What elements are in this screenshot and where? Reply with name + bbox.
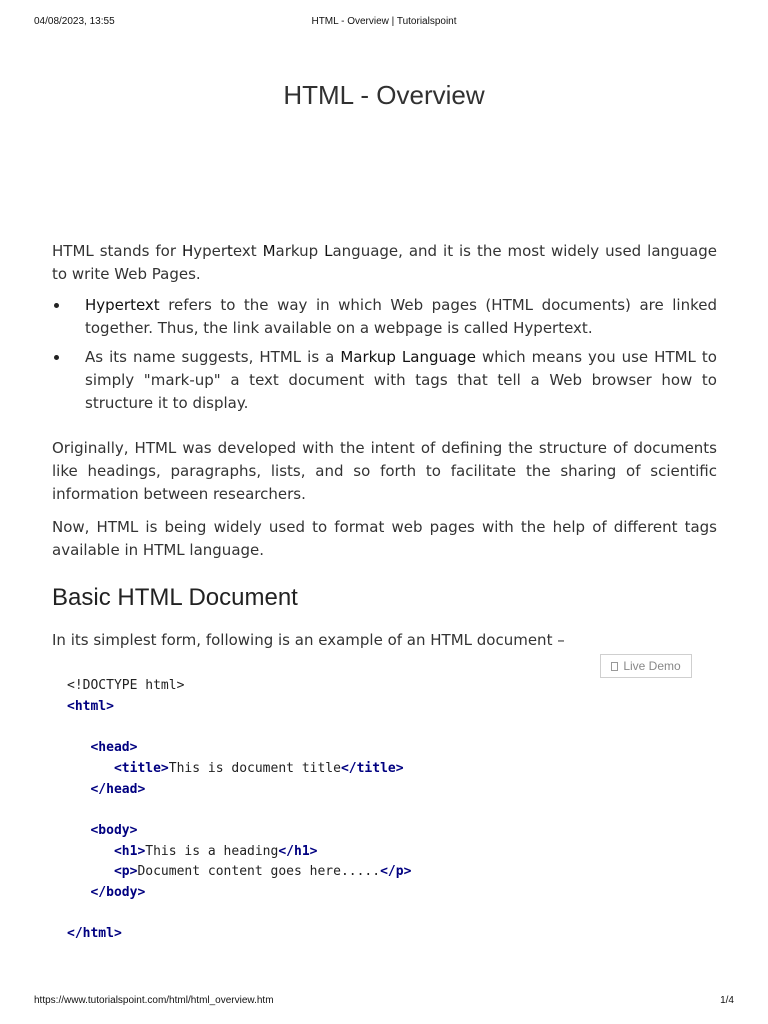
intro-letter-l: L — [324, 242, 333, 260]
code-p-close: </p> — [380, 864, 412, 880]
intro-text-5: anguage, and it is the most widely used language to write Web Pages. — [52, 242, 717, 283]
code-head-open: <head> — [90, 740, 138, 756]
list-item — [85, 346, 717, 415]
code-body-close: </body> — [90, 885, 146, 901]
print-page-number: 1/4 — [720, 995, 734, 1006]
page-title: HTML - Overview — [283, 80, 485, 110]
code-body-open: <body> — [90, 822, 138, 838]
paragraph-originally: Originally, HTML was developed with the intent of defining the structure of documents like headings, paragraphs, lists, and so forth to facilitate the sharing of scientific information between researchers. — [52, 439, 717, 503]
intro-text-1: HTML stands for — [52, 242, 182, 260]
code-html-close: </html> — [67, 926, 122, 942]
code-head-close: </head> — [90, 781, 146, 797]
live-demo-label: Live Demo — [623, 659, 681, 673]
intro-letter-t: t — [227, 242, 233, 260]
code-p-text: Document content goes here..... — [137, 864, 381, 880]
live-demo-button[interactable] — [600, 654, 692, 678]
code-html-open: <html> — [67, 698, 114, 714]
print-page-title: HTML - Overview | Tutorialspoint — [311, 16, 457, 27]
paragraph-now: Now, HTML is being widely used to format web pages with the help of different tags available in HTML language. — [52, 518, 717, 559]
code-title-open: <title> — [113, 760, 169, 776]
intro-text-2: yper — [193, 242, 228, 260]
list-item — [85, 294, 717, 340]
intro-paragraph — [52, 240, 717, 286]
intro-text-3: ext — [232, 242, 263, 260]
code-h1-text: This is a heading — [145, 843, 279, 859]
section-heading: Basic HTML Document — [52, 584, 298, 611]
code-block — [67, 676, 411, 945]
intro-text-4: arkup — [275, 242, 325, 260]
print-url: https://www.tutorialspoint.com/html/html_overview.htm — [34, 995, 274, 1006]
bullet-list — [52, 294, 717, 415]
intro-letter-m: M — [262, 242, 276, 260]
bullet-term: Markup Language — [340, 348, 476, 366]
intro-letter-h: H — [181, 242, 194, 260]
code-p-open: <p> — [113, 864, 138, 880]
article-content — [52, 240, 717, 652]
bullet-lead: As its name suggests, HTML is a — [85, 348, 341, 366]
code-doctype: <!DOCTYPE html> — [67, 678, 185, 693]
bullet-term: Hypertext — [85, 296, 160, 314]
code-h1-close: </h1> — [278, 843, 318, 859]
external-icon — [611, 662, 618, 671]
code-h1-open: <h1> — [113, 843, 146, 859]
print-datetime: 04/08/2023, 13:55 — [34, 16, 115, 27]
section-intro: In its simplest form, following is an example of an HTML document – — [52, 631, 565, 649]
bullet-text: which means you use HTML to simply "mark-up" a text document with tags that tell a Web browser how to structure it to display. — [85, 348, 717, 412]
code-title-close: </title> — [340, 760, 404, 776]
code-title-text: This is document title — [168, 760, 341, 776]
bullet-text: refers to the way in which Web pages (HTML documents) are linked together. Thus, the link available on a webpage is called Hypertext. — [85, 296, 717, 337]
